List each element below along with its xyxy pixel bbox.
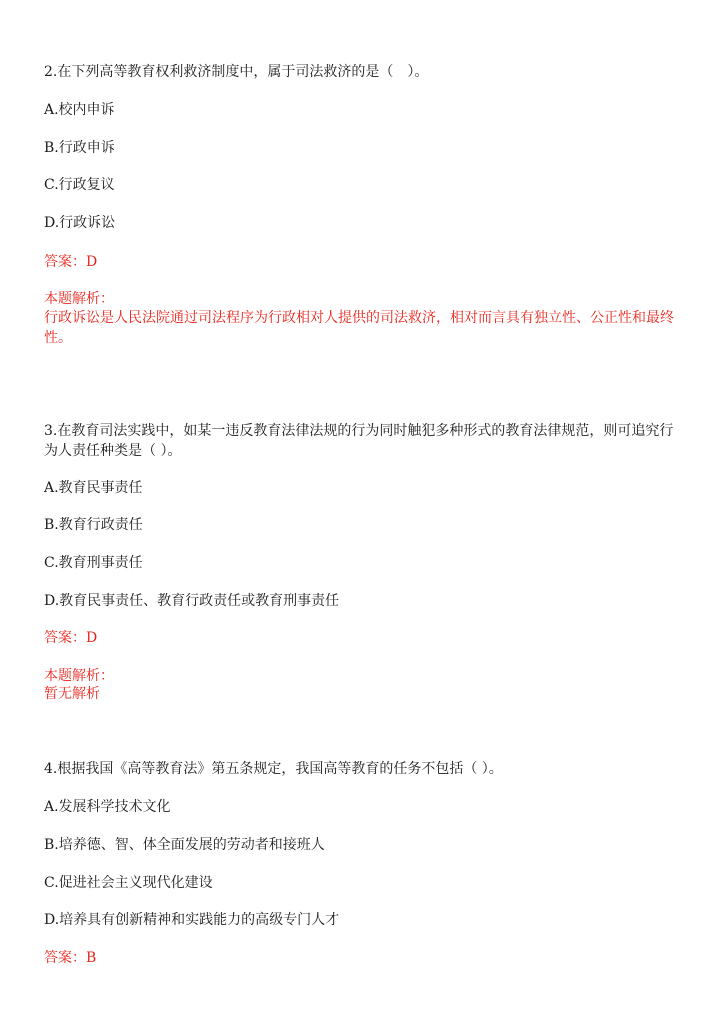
question-stem: 4.根据我国《高等教育法》第五条规定，我国高等教育的任务不包括（ ）。: [44, 761, 503, 777]
option-b: B.行政申诉: [44, 140, 115, 156]
option-d: D.行政诉讼: [44, 215, 116, 231]
analysis-label: 本题解析：: [44, 668, 114, 684]
option-b: B.教育行政责任: [44, 517, 143, 533]
option-a: A.发展科学技术文化: [44, 799, 171, 815]
answer: 答案：D: [44, 630, 98, 646]
analysis-text: 暂无解析: [44, 686, 100, 702]
option-a: A.教育民事责任: [44, 480, 143, 496]
question-stem: 2.在下列高等教育权利救济制度中，属于司法救济的是（ ）。: [44, 64, 429, 80]
option-c: C.行政复议: [44, 177, 115, 193]
option-c: C.教育刑事责任: [44, 555, 143, 571]
option-c: C.促进社会主义现代化建设: [44, 875, 213, 891]
analysis-text: 行政诉讼是人民法院通过司法程序为行政相对人提供的司法救济，相对而言具有独立性、公正性和最终性。: [44, 310, 674, 346]
question-stem: 3.在教育司法实践中，如某一违反教育法律法规的行为同时触犯多种形式的教育法律规范，则可追究行为人责任种类是（ ）。: [44, 423, 674, 459]
analysis-label: 本题解析：: [44, 291, 114, 307]
answer: 答案：D: [44, 254, 98, 270]
option-a: A.校内申诉: [44, 102, 115, 118]
answer: 答案：B: [44, 950, 97, 966]
option-d: D.教育民事责任、教育行政责任或教育刑事责任: [44, 593, 340, 609]
option-b: B.培养德、智、体全面发展的劳动者和接班人: [44, 837, 325, 853]
option-d: D.培养具有创新精神和实践能力的高级专门人才: [44, 912, 340, 928]
